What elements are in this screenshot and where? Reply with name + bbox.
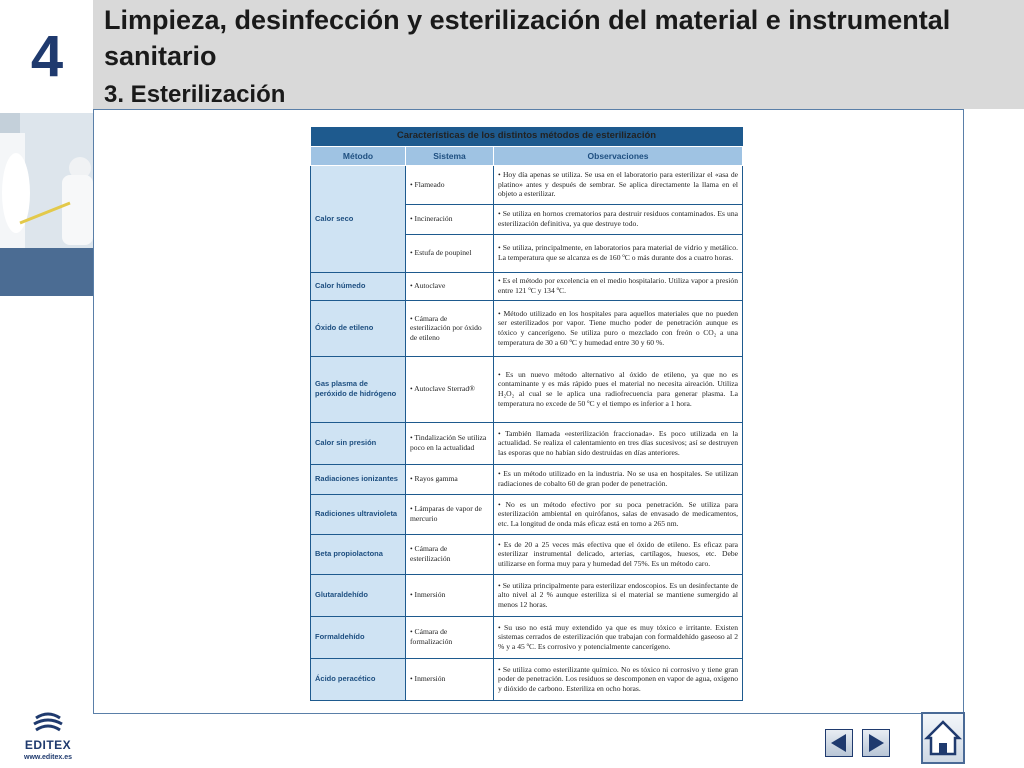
- system-cell: • Flameado: [406, 165, 494, 204]
- method-cell: Óxido de etileno: [311, 300, 406, 356]
- method-cell: Gas plasma de peróxido de hidrógeno: [311, 356, 406, 422]
- table-row: [311, 574, 743, 616]
- method-cell: Formaldehído: [311, 616, 406, 658]
- method-cell: Radiciones ultravioleta: [311, 494, 406, 534]
- section-title: 3. Esterilización: [104, 81, 286, 108]
- column-header-method: Método: [311, 146, 406, 165]
- table-row: [311, 422, 743, 464]
- table-row: [311, 165, 743, 204]
- column-header-observations: Observaciones: [494, 146, 743, 165]
- system-cell: • Lámparas de vapor de mercurio: [406, 494, 494, 534]
- method-cell: Ácido peracético: [311, 658, 406, 700]
- observations-cell: • Es un método utilizado en la industria. No se usa en hospitales. Se utilizan radiaciones de cobalto 60 de gran poder de penetración.: [494, 464, 743, 494]
- column-header-system: Sistema: [406, 146, 494, 165]
- lab-photo: [0, 113, 93, 296]
- previous-button[interactable]: [825, 729, 853, 757]
- table-title: Características de los distintos métodos de esterilización: [311, 127, 743, 146]
- table-row: [311, 616, 743, 658]
- system-cell: • Cámara de esterilización: [406, 534, 494, 574]
- observations-cell: • Es el método por excelencia en el medio hospitalario. Utiliza vapor a presión entre 121 ºC y 134 ºC.: [494, 272, 743, 300]
- observations-cell: • Se utiliza en hornos crematorios para destruir residuos contaminados. Es una esterilización definitiva, ya que destruye todo.: [494, 204, 743, 234]
- method-cell: Glutaraldehído: [311, 574, 406, 616]
- system-cell: • Inmersión: [406, 574, 494, 616]
- observations-cell: • Se utiliza principalmente para esterilizar endoscopios. Es un desinfectante de alto nivel al 2 % aunque esteriliza si el material se mantiene sumergido al menos 12 horas.: [494, 574, 743, 616]
- table-row: [311, 534, 743, 574]
- system-cell: • Inmersión: [406, 658, 494, 700]
- observations-cell: • Hoy día apenas se utiliza. Se usa en el laboratorio para esterilizar el «asa de platino» antes y después de sembrar. Se aplica directamente la llama en el objeto a esterilizar.: [494, 165, 743, 204]
- system-cell: • Rayos gamma: [406, 464, 494, 494]
- observations-cell: • Se utiliza como esterilizante químico. No es tóxico ni corrosivo y tiene gran poder de penetración. Los residuos se descomponen en vapor de agua, oxígeno y dióxido de carbono. Esteriliza en ocho horas.: [494, 658, 743, 700]
- observations-cell: • No es un método efectivo por su poca penetración. Se utiliza para esterilización ambiental en quirófanos, salas de envasado de medicamentos, etc. La longitud de onda más eficaz está en torno a 265 nm.: [494, 494, 743, 534]
- system-cell: • Cámara de formalización: [406, 616, 494, 658]
- triangle-left-icon: [826, 730, 852, 756]
- logo-url: www.editex.es: [24, 754, 72, 761]
- method-cell: Calor sin presión: [311, 422, 406, 464]
- lab-photo-illustration: [0, 113, 93, 296]
- editex-logo: [18, 712, 78, 764]
- system-cell: • Incineración: [406, 204, 494, 234]
- observations-cell: • También llamada «esterilización fraccionada». Es poco utilizada en la actualidad. Se realiza el calentamiento en tres días sucesivos; así se destruyen las esporas que no habían sido destruidas en días anteriores.: [494, 422, 743, 464]
- observations-cell: • Es de 20 a 25 veces más efectiva que el óxido de etileno. Es eficaz para esterilizar instrumental delicado, arterias, cartílagos, huesos, etc. Debe utilizarse en forma muy para y humedad del 75%. Es un método caro.: [494, 534, 743, 574]
- method-cell: Beta propiolactona: [311, 534, 406, 574]
- editex-logo-icon: [18, 712, 78, 738]
- method-cell: Radiaciones ionizantes: [311, 464, 406, 494]
- home-button[interactable]: [921, 712, 965, 764]
- next-button[interactable]: [862, 729, 890, 757]
- table-row: [311, 272, 743, 300]
- system-cell: • Tindalización Se utiliza poco en la actualidad: [406, 422, 494, 464]
- table-body: [311, 165, 743, 700]
- table-row: [311, 494, 743, 534]
- chapter-number: 4: [30, 24, 64, 89]
- page-title: Limpieza, desinfección y esterilización del material e instrumental sanitario: [104, 5, 951, 71]
- table-row: [311, 356, 743, 422]
- observations-cell: • Se utiliza, principalmente, en laboratorios para material de vidrio y metálico. La temperatura que se alcanza es de 160 ºC o más durante dos a cuatro horas.: [494, 234, 743, 272]
- observations-cell: • Es un nuevo método alternativo al óxido de etileno, ya que no es contaminante y es más rápido pues el material no necesita aireación. Utiliza H₂O₂ al cual se le aplica una radiofrecuencia para generar plasma. La temperatura no excede de 50 ºC y el tiempo es inferior a 1 hora.: [494, 356, 743, 422]
- system-cell: • Autoclave Sterrad®: [406, 356, 494, 422]
- table-row: [311, 464, 743, 494]
- observations-cell: • Su uso no está muy extendido ya que es muy tóxico e irritante. Existen sistemas cerrados de esterilización que trabajan con formaldehído gaseoso al 2 % y a 45 ºC. Es corrosivo y potencialmente cancerígeno.: [494, 616, 743, 658]
- system-cell: • Autoclave: [406, 272, 494, 300]
- sterilization-table: [310, 127, 743, 701]
- system-cell: • Estufa de poupinel: [406, 234, 494, 272]
- observations-cell: • Método utilizado en los hospitales para aquellos materiales que no pueden ser esterilizados por vapor. Tiene mucho poder de penetración aunque es tóxico y cancerígeno. Se utiliza puro o mezclado con freón o CO₂ a una temperatura de 30 a 60 ºC y humedad entre 30 y 60 %.: [494, 300, 743, 356]
- table-row: [311, 658, 743, 700]
- method-cell: Calor seco: [311, 165, 406, 272]
- logo-brand: EDITEX: [24, 738, 72, 752]
- method-cell: Calor húmedo: [311, 272, 406, 300]
- house-icon: [923, 714, 963, 762]
- table-row: [311, 300, 743, 356]
- triangle-right-icon: [863, 730, 889, 756]
- system-cell: • Cámara de esterilización por óxido de etileno: [406, 300, 494, 356]
